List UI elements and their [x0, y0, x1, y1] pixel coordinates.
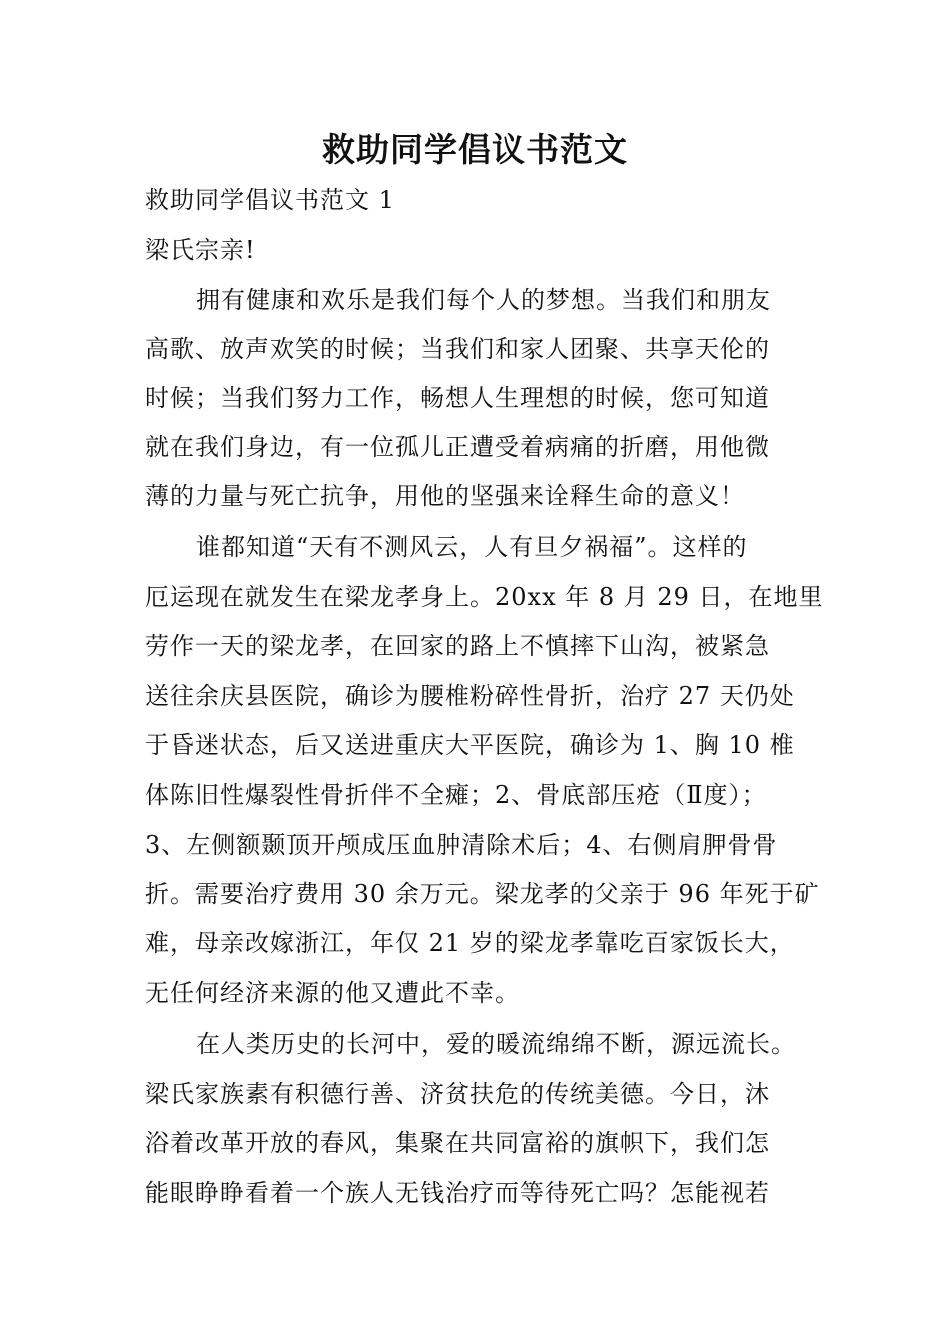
paragraph-line: 能眼睁睁看着一个族人无钱治疗而等待死亡吗？怎能视若: [145, 1179, 770, 1207]
paragraph-line: 谁都知道“天有不测风云，人有旦夕祸福”。这样的: [196, 533, 748, 561]
paragraph-line: 于昏迷状态，后又送进重庆大平医院，确诊为 1、胸 10 椎: [145, 731, 795, 759]
paragraph-line: 体陈旧性爆裂性骨折伴不全瘫；2、骨底部压疮（Ⅱ度）；: [145, 781, 767, 809]
paragraph-line: 折。需要治疗费用 30 余万元。梁龙孝的父亲于 96 年死于矿: [145, 880, 820, 908]
paragraph-line: 薄的力量与死亡抗争，用他的坚强来诠释生命的意义！: [145, 482, 745, 510]
paragraph-line: 拥有健康和欢乐是我们每个人的梦想。当我们和朋友: [196, 286, 771, 314]
paragraph-line: 高歌、放声欢笑的时候；当我们和家人团聚、共享天伦的: [145, 335, 770, 363]
paragraph-line: 在人类历史的长河中，爱的暖流绵绵不断，源远流长。: [196, 1030, 796, 1058]
document-subtitle: 救助同学倡议书范文 1: [145, 186, 395, 214]
paragraph-line: 梁氏家族素有积德行善、济贫扶危的传统美德。今日，沐: [145, 1080, 770, 1108]
paragraph-line: 难，母亲改嫁浙江，年仅 21 岁的梁龙孝靠吃百家饭长大，: [145, 929, 795, 957]
paragraph-line: 时候；当我们努力工作，畅想人生理想的时候，您可知道: [145, 384, 770, 412]
paragraph-line: 就在我们身边，有一位孤儿正遭受着病痛的折磨，用他微: [145, 433, 770, 461]
paragraph-line: 送往余庆县医院，确诊为腰椎粉碎性骨折，治疗 27 天仍处: [145, 682, 795, 710]
paragraph-line: 3、左侧额颞顶开颅成压血肿清除术后；4、右侧肩胛骨骨: [145, 831, 778, 859]
paragraph-line: 厄运现在就发生在梁龙孝身上。20xx 年 8 月 29 日，在地里: [145, 583, 824, 611]
salutation: 梁氏宗亲!: [145, 236, 256, 264]
document-title: 救助同学倡议书范文: [322, 130, 628, 169]
paragraph-line: 无任何经济来源的他又遭此不幸。: [145, 979, 520, 1007]
paragraph-line: 浴着改革开放的春风，集聚在共同富裕的旗帜下，我们怎: [145, 1129, 770, 1157]
paragraph-line: 劳作一天的梁龙孝，在回家的路上不慎摔下山沟，被紧急: [145, 632, 770, 660]
